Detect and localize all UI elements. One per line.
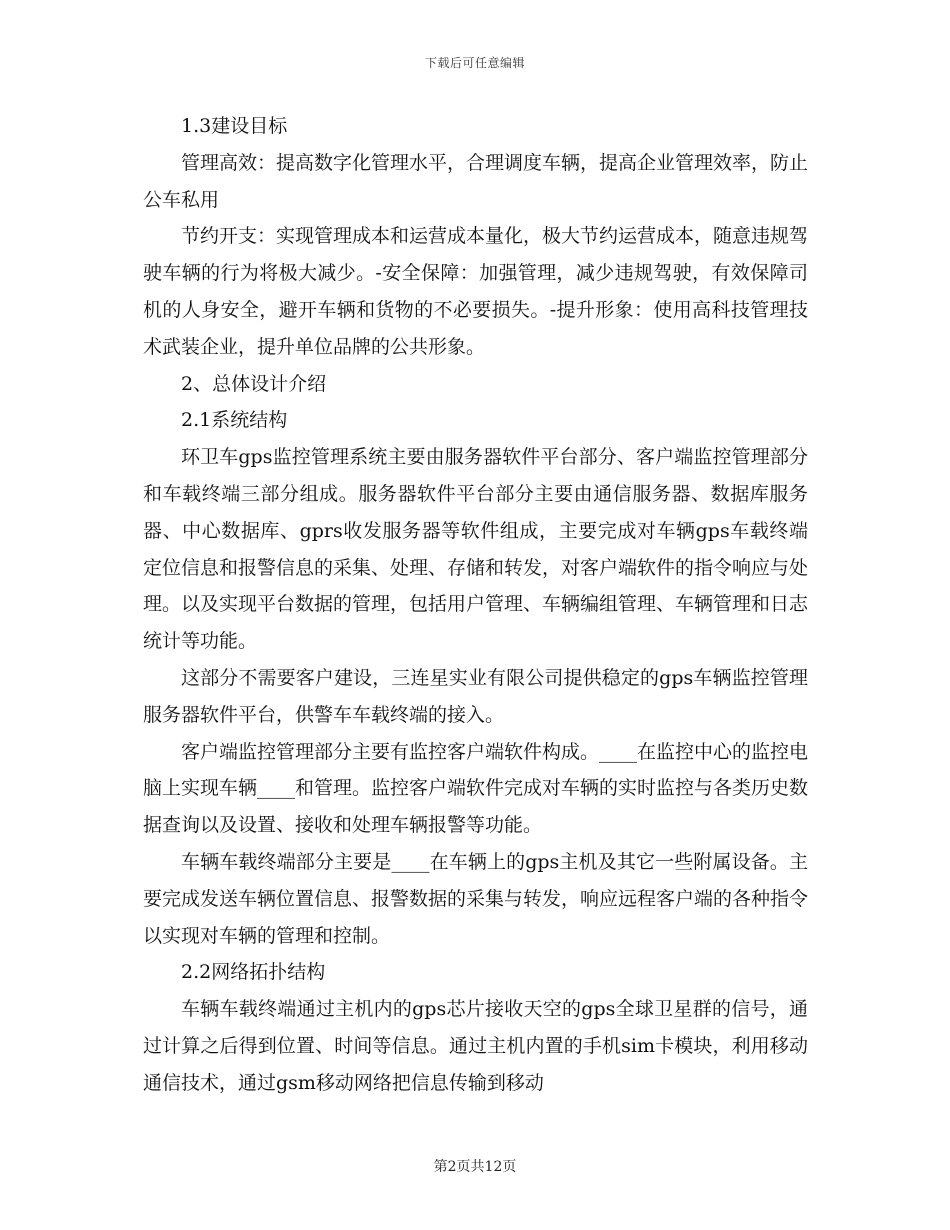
paragraph-network-topology: 车辆车载终端通过主机内的gps芯片接收天空的gps全球卫星群的信号，通过计算之后得到位置、时间等信息。通过主机内置的手机sim卡模块，利用移动通信技术，通过gsm移动网络把信息传输到移动 — [143, 998, 808, 1094]
paragraph-efficient-management: 管理高效：提高数字化管理水平，合理调度车辆，提高企业管理效率，防止公车私用 — [143, 151, 809, 211]
paragraph-system-structure: 环卫车gps监控管理系统主要由服务器软件平台部分、客户端监控管理部分和车载终端三部分组成。服务器软件平台部分主要由通信服务器、数据库服务器、中心数据库、gprs收发服务器等软件组成，主要完成对车辆gps车载终端定位信息和报警信息的采集、处理、存储和转发，对客户端软件的指令响应与处理。以及实现平台数据的管理，包括用户管理、车辆编组管理、车辆管理和日志统计等功能。 — [143, 446, 809, 653]
paragraph-vehicle-terminal: 车辆车载终端部分主要是____在车辆上的gps主机及其它一些附属设备。主要完成发送车辆位置信息、报警数据的采集与转发，响应远程客户端的各种指令以实现对车辆的管理和控制。 — [143, 850, 809, 947]
section-heading-2-2: 2.2网络拓扑结构 — [181, 961, 326, 984]
section-heading-1-3: 1.3建设目标 — [181, 115, 288, 137]
section-heading-2: 2、总体设计介绍 — [181, 372, 327, 395]
paragraph-client-monitoring: 客户端监控管理部分主要有监控客户端软件构成。____在监控中心的监控电脑上实现车辆____和管理。监控客户端软件完成对车辆的实时监控与各类历史数据查询以及设置、接收和处理车辆报警等功能。 — [143, 740, 809, 837]
paragraph-cost-saving: 节约开支：实现管理成本和运营成本量化，极大节约运营成本，随意违规驾驶车辆的行为将极大减少。-安全保障：加强管理，减少违规驾驶，有效保障司机的人身安全，避开车辆和货物的不必要损失。-提升形象：使用高科技管理技术武装企业，提升单位品牌的公共形象。 — [143, 225, 809, 358]
paragraph-server-platform: 这部分不需要客户建设，三连星实业有限公司提供稳定的gps车辆监控管理服务器软件平台，供警车车载终端的接入。 — [143, 666, 808, 726]
page-number: 第2页共12页 — [433, 1159, 517, 1175]
page-header: 下载后可任意编辑 — [424, 56, 525, 70]
section-heading-2-1: 2.1系统结构 — [181, 409, 288, 432]
document-body — [143, 108, 808, 1102]
